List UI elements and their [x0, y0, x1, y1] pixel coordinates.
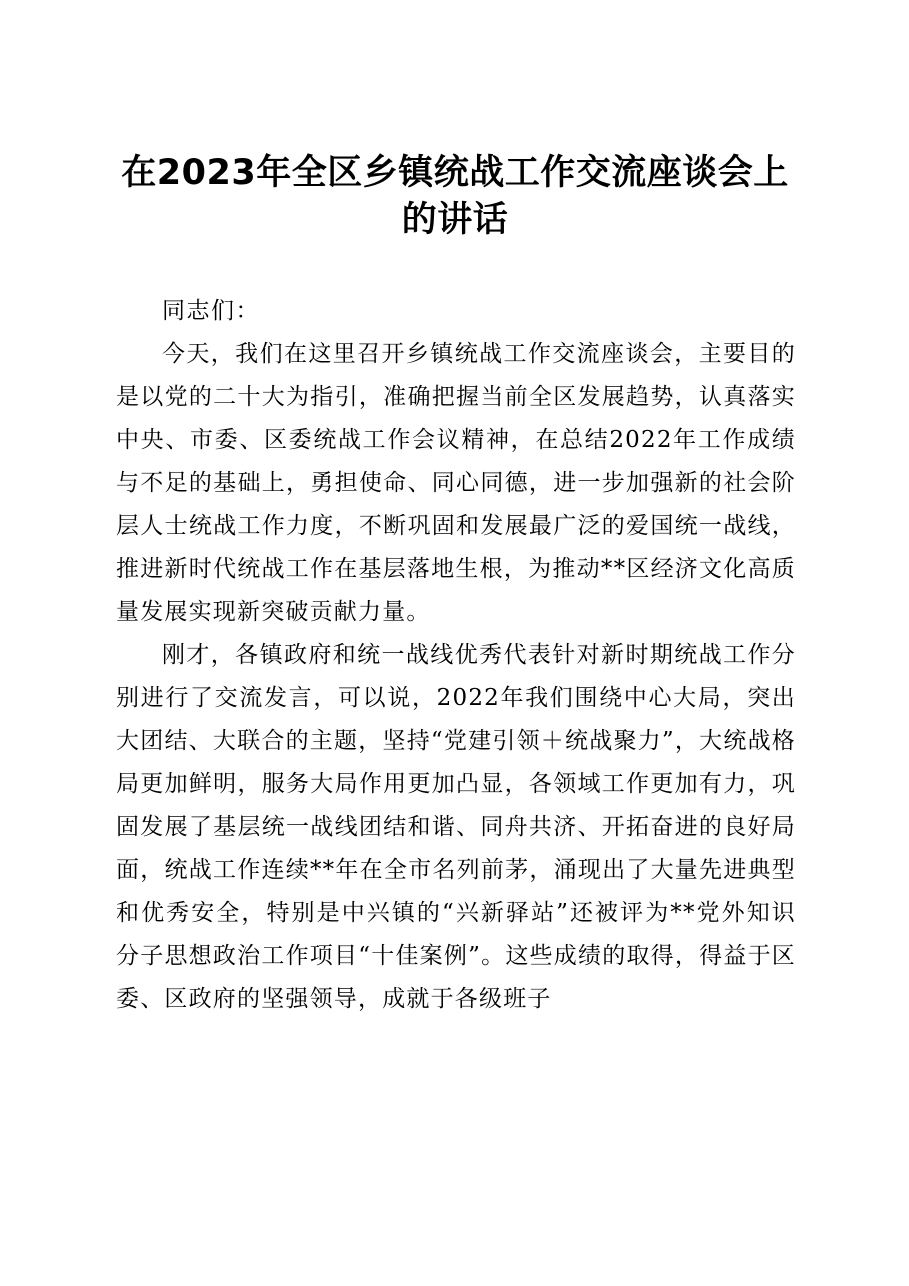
greeting: 同志们： [162, 298, 260, 324]
paragraph-2: 刚才，各镇政府和统一战线优秀代表针对新时期统战工作分别进行了交流发言，可以说，2022年我们围绕中心大局，突出大团结、大联合的主题，坚持“党建引领＋统战聚力”，大统战格局更加鲜明，服务大局作用更加凸显，各领域工作更加有力，巩固发展了基层统一战线团结和谐、同舟共济、开拓奋进的良好局面，统战工作连续**年在全市名列前茅，涌现出了大量先进典型和优秀安全，特别是中兴镇的“兴新驿站”还被评为**党外知识分子思想政治工作项目“十佳案例”。这些成绩的取得，得益于区委、区政府的坚强领导，成就于各级班子 [116, 642, 796, 1012]
document-title: 在2023年全区乡镇统战工作交流座谈会上的讲话 [121, 153, 789, 240]
paragraph-1: 今天，我们在这里召开乡镇统战工作交流座谈会，主要目的是以党的二十大为指引，准确把握当前全区发展趋势，认真落实中央、市委、区委统战工作会议精神，在总结2022年工作成绩与不足的基础上，勇担使命、同心同德，进一步加强新的社会阶层人士统战工作力度，不断巩固和发展最广泛的爱国统一战线，推进新时代统战工作在基层落地生根，为推动**区经济文化高质量发展实现新突破贡献力量。 [116, 341, 796, 625]
document-body [116, 290, 796, 1021]
